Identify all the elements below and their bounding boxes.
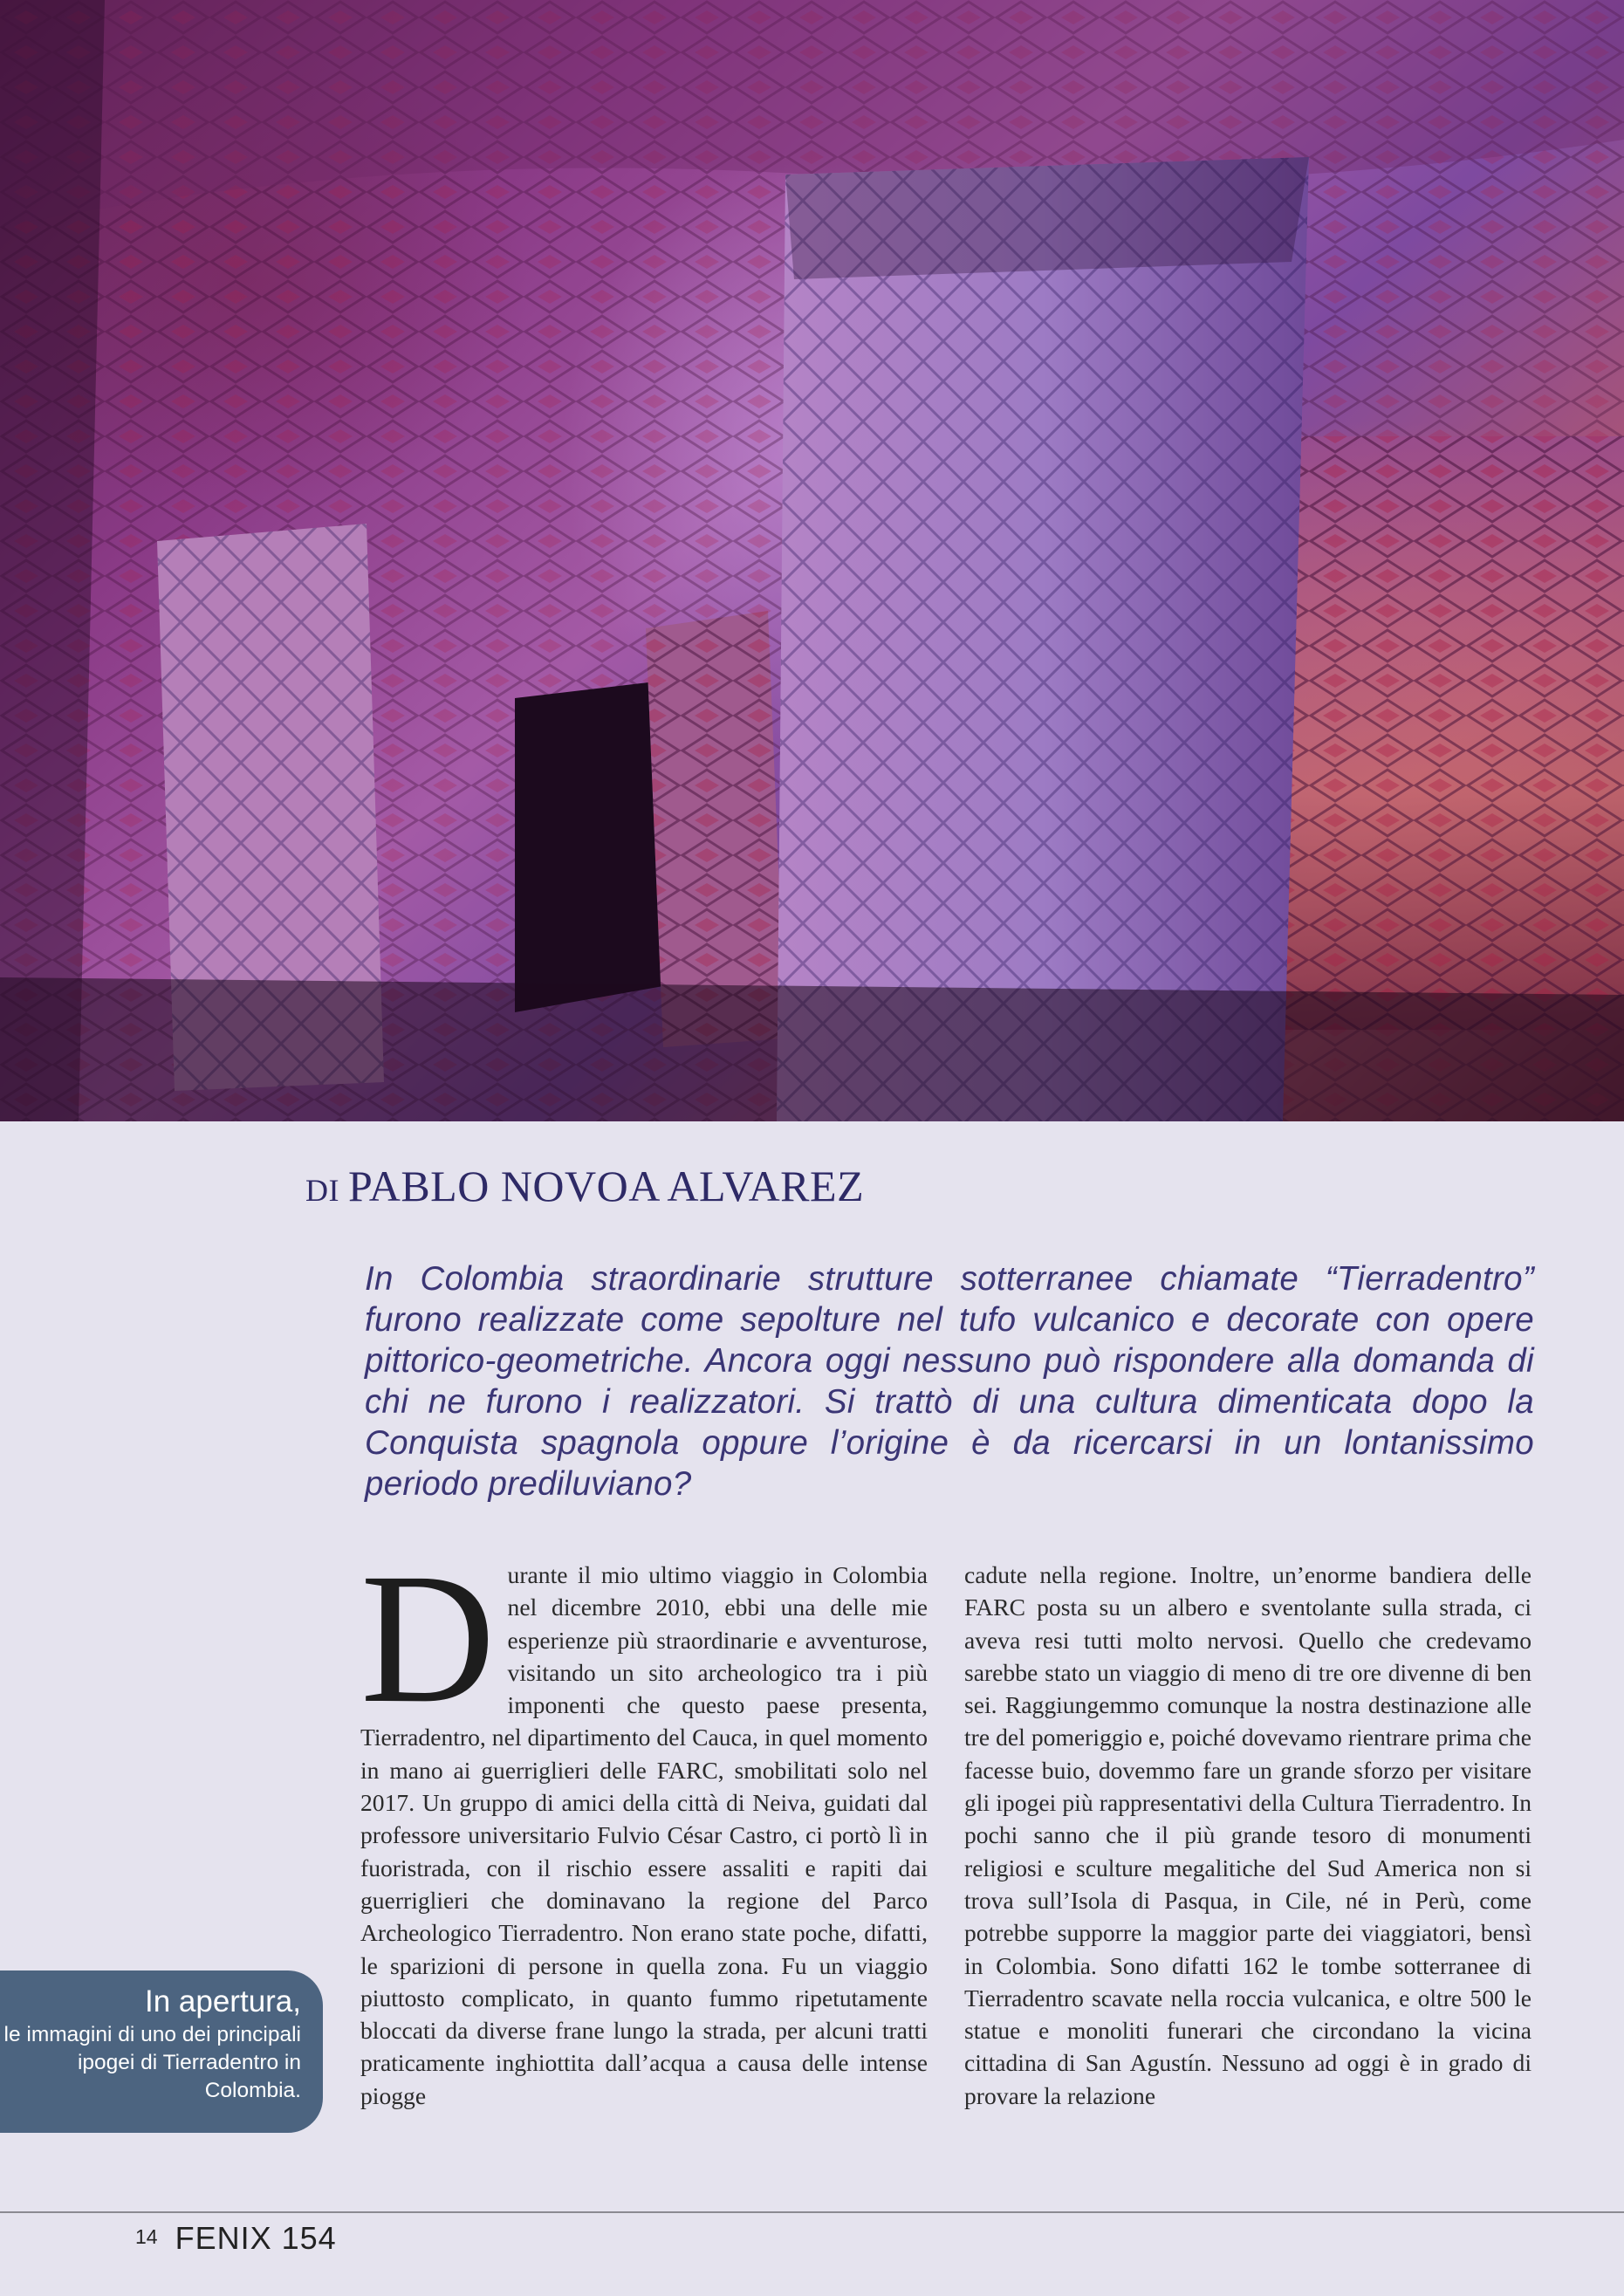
byline-prefix: DI bbox=[305, 1173, 339, 1208]
hero-photo-hypogeum bbox=[0, 0, 1624, 1121]
body-column-1 bbox=[360, 1535, 928, 2112]
drop-cap: D bbox=[360, 1535, 496, 1742]
caption-title: In apertura, bbox=[145, 1984, 301, 2018]
caption-text: le immagini di uno dei principali ipogei di Tierradentro in Colombia. bbox=[3, 2023, 301, 2102]
article-lead-paragraph: In Colombia straordinarie strutture sotterranee chiamate “Tierradentro” furono realizzate come sepolture nel tufo vulcanico e decorate con opere pittorico-geometriche. Ancora oggi nessuno può rispondere alla domanda di chi ne furono i realizzatori. Si trattò di una cultura dimenticata dopo la Conquista spagnola oppure l’origine è da ricercarsi in un lontanissimo periodo prediluviano? bbox=[365, 1260, 1534, 1503]
page-footer bbox=[135, 2220, 337, 2257]
byline-author: PABLO NOVOA ALVAREZ bbox=[348, 1162, 865, 1210]
page-number: 14 bbox=[135, 2225, 158, 2248]
body-column-2: cadute nella regione. Inoltre, un’enorme bandiera delle FARC posta su un albero e sventolante sulla strada, ci aveva resi tutti molto nervosi. Quello che credevamo sarebbe stato un viaggio di meno di tre ore divenne di ben sei. Raggiungemmo comunque la nostra destinazione alle tre del pomeriggio e, poiché dovevamo rientrare prima che facesse buio, dovemmo fare un grande sforzo per visitare gli ipogei più rappresentativi della Cultura Tierradentro. In pochi sanno che il più grande tesoro di monumenti religiosi e sculture megalitiche del Sud America non si trova sull’Isola di Pasqua, in Cile, né in Perù, come potrebbe supporre la maggior parte dei viaggiatori, bensì in Colombia. Sono difatti 162 le tombe sotterranee di Tierradentro scavate nella roccia vulcanica, e oltre 500 le statue e monoliti funerari che circondano la vicina cittadina di San Agustín. Nessuno ad oggi è in grado di provare la relazione bbox=[964, 1561, 1531, 2109]
article-byline bbox=[305, 1161, 864, 1211]
body-column-1-text: urante il mio ultimo viaggio in Colombia nel dicembre 2010, ebbi una delle mie esperienze più straordinarie e avventurose, visitando un sito archeologico tra i più imponenti che questo paese presenta, Tierradentro, nel dipartimento del Cauca, in quel momento in mano ai guerriglieri delle FARC, smobilitati solo nel 2017. Un gruppo di amici della città di Neiva, guidati dal professore universitario Fulvio César Castro, ci portò lì in fuoristrada, con il rischio essere assaliti e rapiti dai guerriglieri che dominavano la regione del Parco Archeologico Tierradentro. Non erano state poche, difatti, le sparizioni di persone in quella zona. Fu un viaggio piuttosto complicato, in quanto fummo ripetutamente bloccati da diverse frane lungo la strada, per alcuni tratti praticamente inghiottita dall’acqua a causa delle intense piogge bbox=[360, 1561, 928, 2109]
magazine-issue: FENIX 154 bbox=[175, 2220, 337, 2256]
hypogeum-illustration bbox=[0, 0, 1624, 1121]
image-caption-callout bbox=[0, 1970, 323, 2133]
footer-divider bbox=[0, 2211, 1624, 2213]
